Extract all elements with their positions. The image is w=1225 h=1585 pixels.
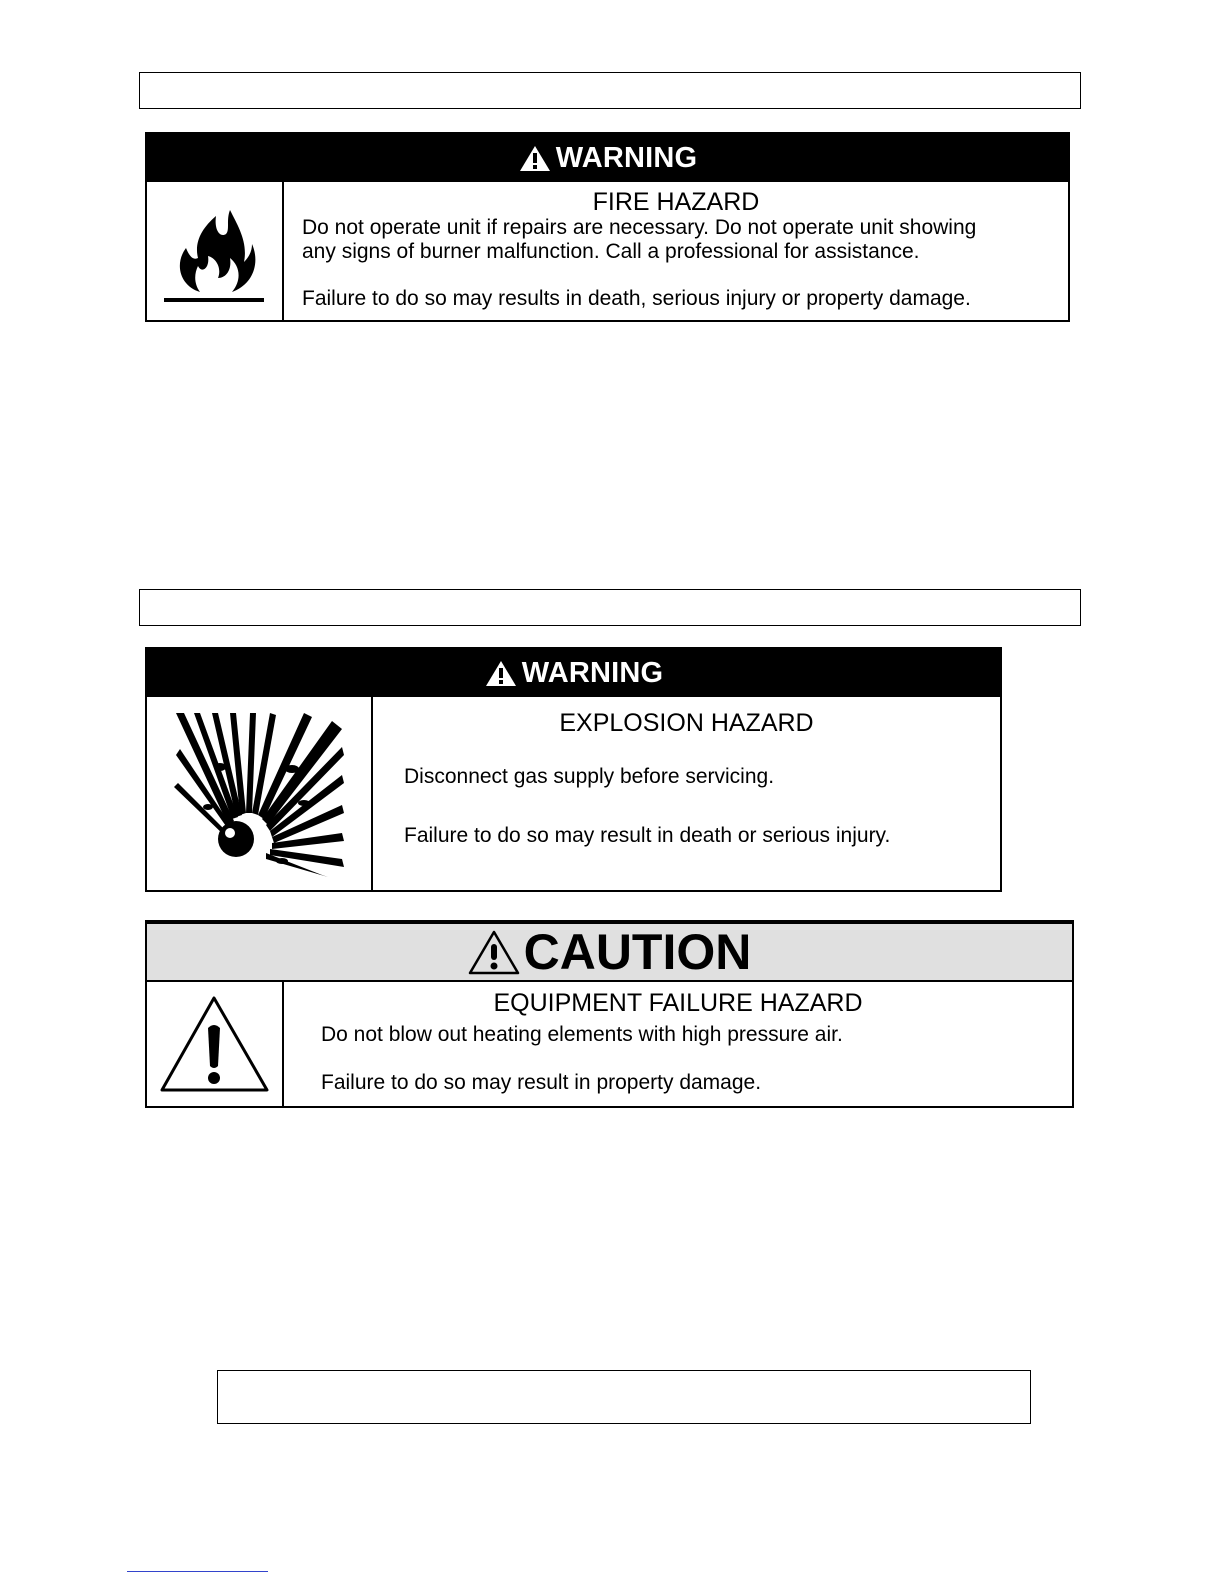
pictogram-panel	[147, 182, 284, 320]
instruction-text: Disconnect gas supply before servicing.	[404, 765, 775, 788]
signal-word: WARNING	[555, 141, 698, 174]
warning-alert-icon	[518, 144, 552, 172]
page-link-underline	[127, 1571, 268, 1572]
signal-word: WARNING	[521, 656, 664, 689]
consequence-text: Failure to do so may result in death or serious injury.	[404, 824, 891, 847]
hazard-title: EXPLOSION HAZARD	[559, 709, 814, 737]
consequence-text: Failure to do so may result in property damage.	[321, 1071, 762, 1094]
pictogram-panel	[147, 982, 284, 1106]
signal-word: CAUTION	[523, 924, 752, 980]
equipment-failure-caution-sign	[145, 920, 1074, 1108]
section-header-box-middle	[139, 589, 1081, 626]
flame-icon	[160, 194, 270, 309]
caution-header	[147, 924, 1072, 982]
consequence-text: Failure to do so may results in death, serious injury or property damage.	[302, 287, 971, 310]
instruction-line-2: any signs of burner malfunction. Call a professional for assistance.	[302, 240, 920, 263]
explosion-icon	[172, 709, 347, 879]
message-panel	[373, 697, 1000, 890]
section-header-box-top	[139, 72, 1081, 109]
footer-note-box	[217, 1370, 1031, 1424]
hazard-title: EQUIPMENT FAILURE HAZARD	[493, 989, 863, 1017]
message-panel	[284, 982, 1072, 1106]
exclamation-triangle-icon	[157, 992, 272, 1097]
instruction-text: Do not blow out heating elements with high pressure air.	[321, 1023, 843, 1046]
instruction-line-1: Do not operate unit if repairs are necessary. Do not operate unit showing	[302, 216, 977, 239]
hazard-title: FIRE HAZARD	[592, 188, 760, 216]
caution-alert-icon	[468, 929, 520, 975]
message-panel	[284, 182, 1068, 320]
warning-alert-icon	[484, 659, 518, 687]
warning-header	[147, 649, 1000, 697]
warning-header	[147, 134, 1068, 182]
pictogram-panel	[147, 697, 373, 890]
fire-hazard-warning-sign	[145, 132, 1070, 322]
explosion-hazard-warning-sign	[145, 647, 1002, 892]
